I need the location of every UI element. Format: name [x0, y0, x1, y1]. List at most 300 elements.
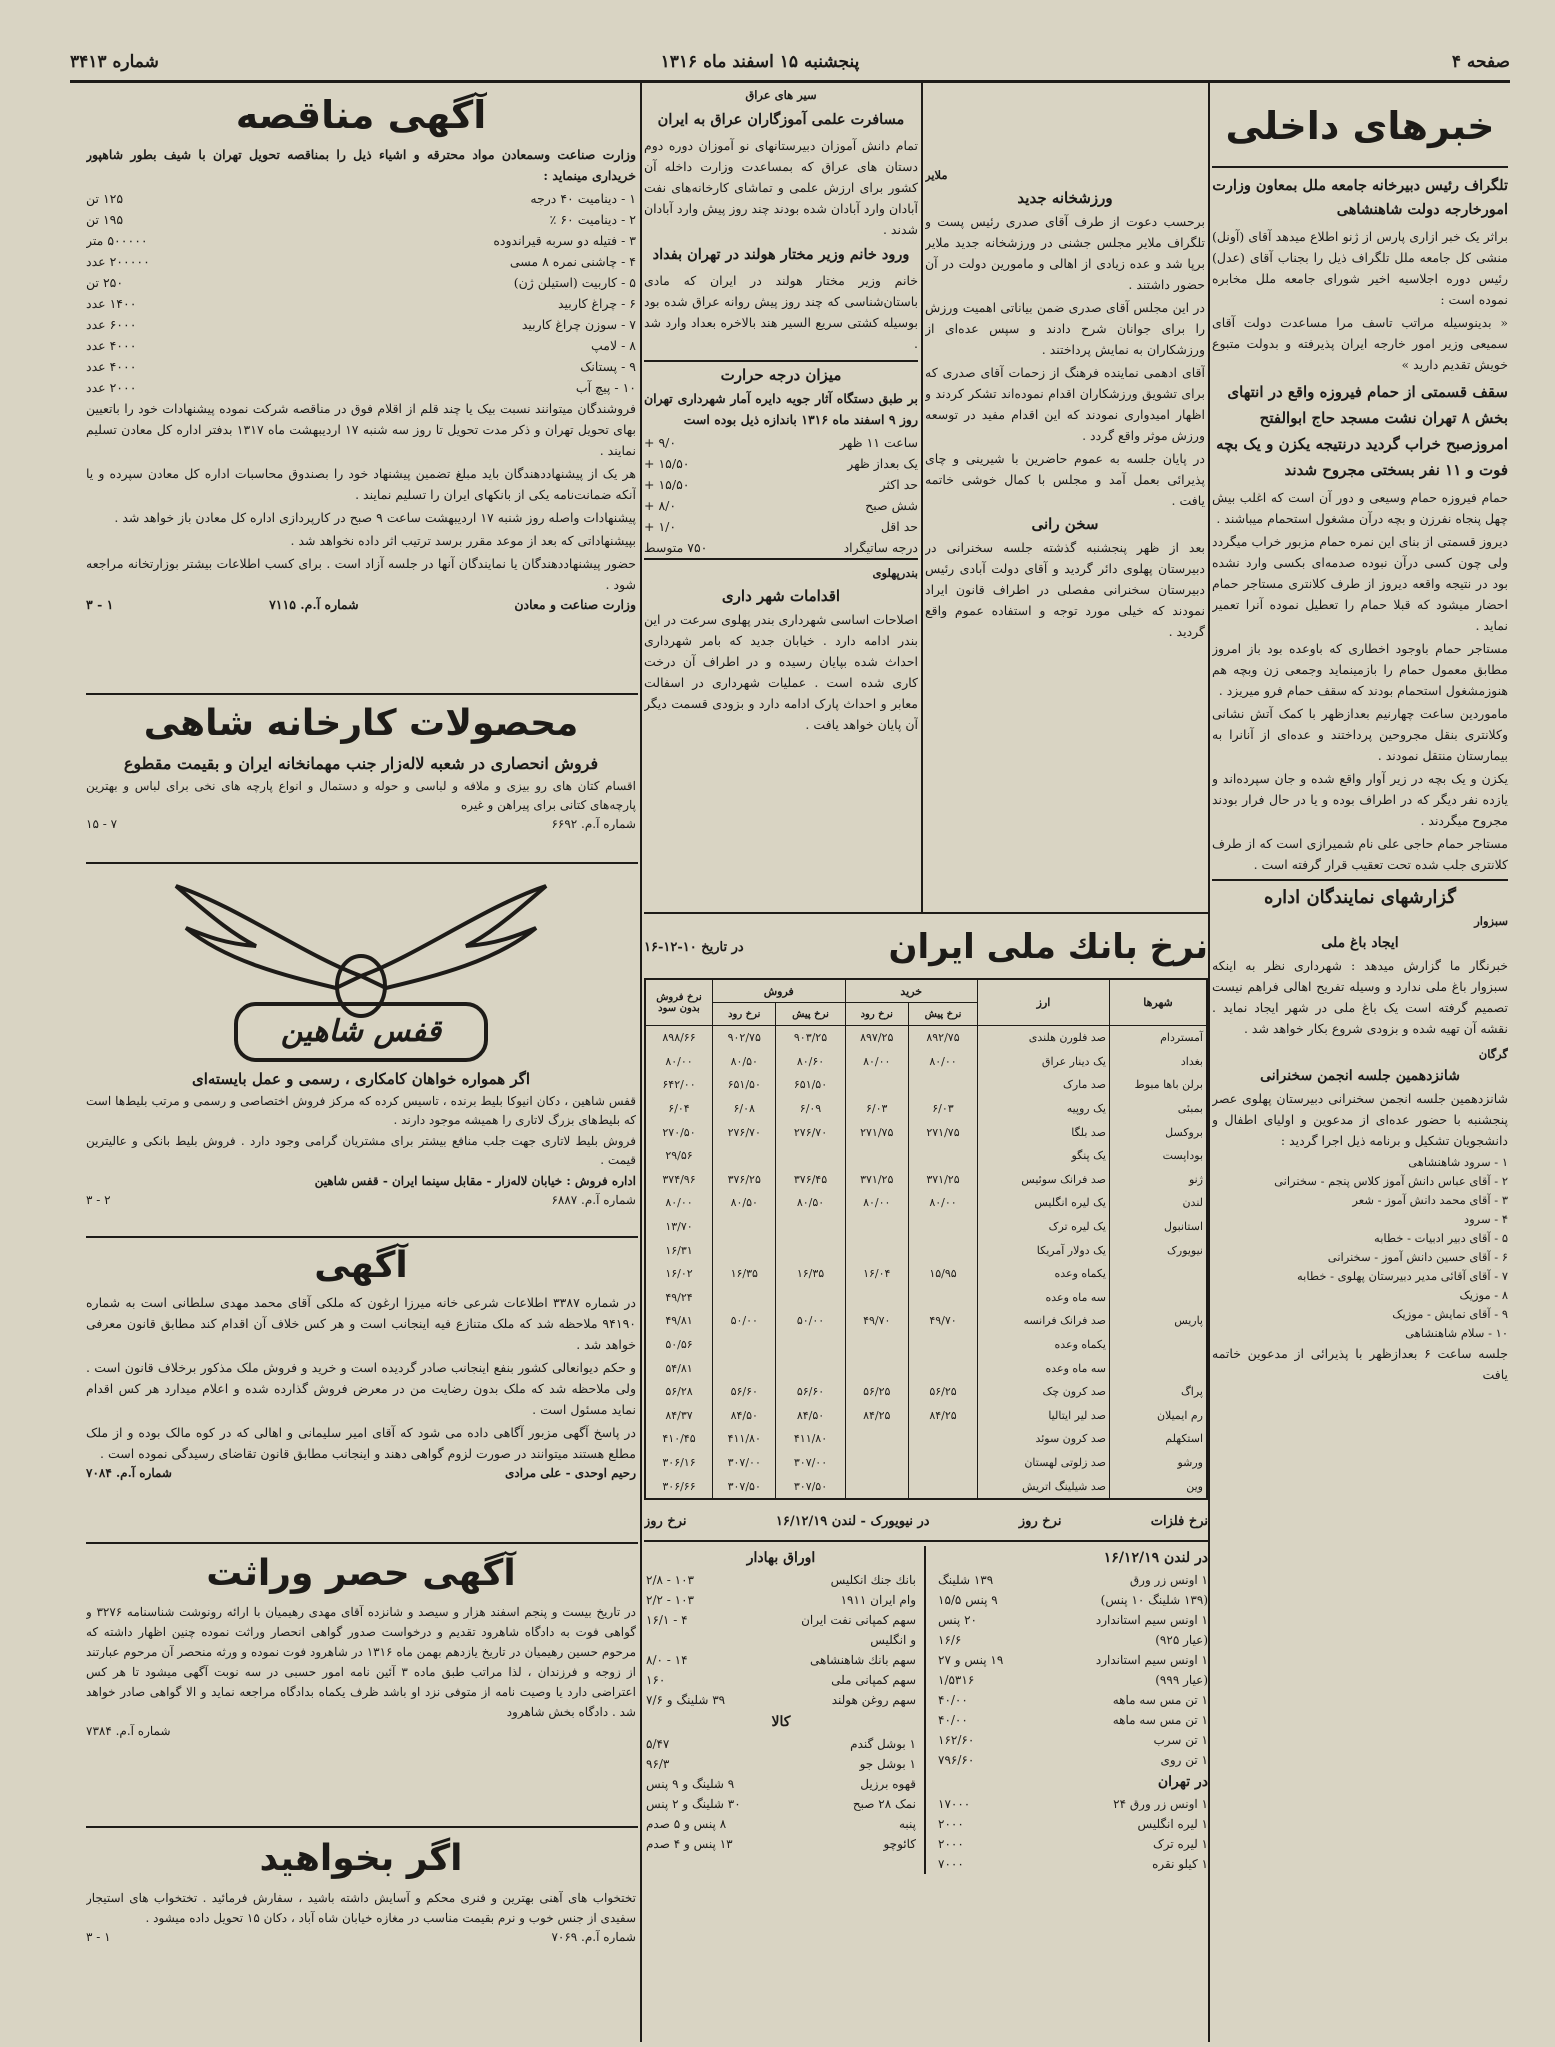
sell-check	[713, 1144, 776, 1168]
column-rule	[921, 82, 923, 912]
commodity-row-item: نمک ۲۸ صبح	[852, 1796, 916, 1811]
bank-rates-section	[644, 916, 1208, 2021]
free-rate: ۸۰/۰۰	[665, 1196, 693, 1210]
domestic-news-column	[1212, 86, 1508, 2041]
commodity-row	[646, 1734, 916, 1754]
program-item: ۱۰ - سلام شاهنشاهی	[1405, 1326, 1508, 1340]
buy-check: ۵۶/۲۵	[845, 1380, 908, 1404]
tehran-row-value: ۲۰۰۰	[938, 1836, 964, 1851]
buy-check	[845, 1073, 908, 1097]
london-row-value: ۱۹ پنس و ۲۷	[938, 1652, 1004, 1667]
london-row-value: ۷۹۶/۶۰	[938, 1752, 975, 1767]
temp-label: درجه ساتیگراد	[843, 540, 918, 555]
reports-subheading: ایجاد باغ ملی	[1321, 935, 1399, 951]
tender-item	[86, 335, 636, 356]
bed-ad-body: تختخواب های آهنی بهترین و فنری محکم و آسایش داشته باشید ، سفارش فرمائید . تختخواب های استیجار سفیدی از جنس خوب و نرم بقیمت مناسب در مغازه خیابان شاه آباد ، دکان ۱۵ تحویل داده میشود .	[86, 1891, 636, 1925]
sell-cash: ۵۰/۰۰	[776, 1309, 845, 1333]
london-row-item: ۱ تن مس سه ماهه	[1112, 1692, 1208, 1707]
tender-item-qty: ۴۰۰۰ عدد	[86, 359, 137, 374]
bed-ad	[86, 1830, 636, 2020]
tender-paragraph: فروشندگان میتوانند نسبت بیک یا چند قلم از اقلام فوق در مناقصه شرکت نموده پیشنهادات خود را باتعیین بهای تحویل تهران و ذکر مدت تحویل تا روز سه شنبه ۱۷ اردیبهشت ماه ۱۳۱۷ بدفتر اداره کل معادن تسلیم نمایند .	[86, 401, 636, 458]
eagle-left-wing	[176, 886, 361, 988]
london-row-value: ۱/۵۳۱۶	[938, 1672, 975, 1687]
sell-check: ۲۷۶/۷۰	[713, 1120, 776, 1144]
story-paragraph: « بدینوسیله مراتب تاسف مرا مساعدت دولت آقای سمیعی وزیر امور خارجه ایران پذیرفته و بدولت متبوع خویش تقدیم دارید »	[1212, 315, 1508, 372]
section-rule	[86, 1236, 638, 1238]
program-item: ۷ - آقای آقائی مدیر دبیرستان پهلوی - خطابه	[1297, 1269, 1508, 1283]
factory-ref-2: ۷ - ۱۵	[86, 817, 118, 831]
bed-ad-title: اگر بخواهید	[259, 1838, 463, 1879]
malayer-column	[925, 166, 1205, 911]
temp-label: شش صبح	[865, 498, 918, 513]
rates-table-grid	[646, 980, 1206, 1498]
commodity-row	[646, 1754, 916, 1774]
temp-label: یک بعداز ظهر	[847, 456, 918, 471]
temperature-row	[644, 495, 918, 516]
commodity-row-item: کائوچو	[883, 1836, 916, 1851]
sell-cash	[776, 1144, 845, 1168]
tehran-row-value: ۲۰۰۰	[938, 1816, 964, 1831]
lottery-body: فروش بلیط لاتاری جهت جلب منافع بیشتر برای مشتریان گرامی وجود دارد . فروش بلیط بانکی و عالیترین قیمت .	[86, 1134, 636, 1167]
buy-cash	[908, 1474, 977, 1498]
tehran-row-item: ۱ لیره ترک	[1153, 1836, 1208, 1851]
buy-check: ۳۷۱/۲۵	[845, 1168, 908, 1192]
story-paragraph: در این مجلس آقای صدری ضمن بیاناتی اهمیت ورزش را برای جوانان شرح دادند و سپس عده‌ای از ورزشکاران به نمایش پرداختند .	[925, 300, 1205, 357]
rate-currency: یکماه وعده	[978, 1262, 1110, 1286]
rate-currency: صد کرون سوئد	[978, 1427, 1110, 1451]
tender-item	[86, 377, 636, 398]
bond-row-value: ۱۰۳ - ۲/۸	[646, 1572, 694, 1587]
rate-city: استانبول	[1110, 1215, 1207, 1239]
tender-item-qty: ۶۰۰۰ عدد	[86, 317, 137, 332]
rate-city: لندن	[1110, 1191, 1207, 1215]
col-sell: فروش	[713, 980, 846, 1003]
section-rule	[86, 862, 638, 864]
domestic-news-title: خبرهای داخلی	[1212, 86, 1508, 168]
buy-cash: ۶/۰۳	[908, 1097, 977, 1121]
masthead	[70, 48, 1510, 78]
rate-city: رم ایمیلان	[1110, 1404, 1207, 1428]
sell-cash: ۸۴/۵۰	[776, 1404, 845, 1428]
buy-cash: ۸۰/۰۰	[908, 1191, 977, 1215]
sell-check	[713, 1356, 776, 1380]
buy-check: ۲۷۱/۷۵	[845, 1120, 908, 1144]
temp-value: ۱/۰ +	[644, 519, 677, 534]
bond-row	[646, 1570, 916, 1590]
iraq-column	[644, 86, 918, 911]
sport-heading: ورزشخانه جدید	[1017, 189, 1113, 207]
rate-row	[646, 1380, 1206, 1404]
rate-currency: صد مارک	[978, 1073, 1110, 1097]
story-paragraph: دیروز قسمتی از بنای این نمره حمام مزبور خراب میگردد ولی چون کسی درآن نبوده صدمه‌ای بکسی وارد نشده بود در نتیجه واقعه دیروز از طرف کلانتری مستاجر حمام احضار میشود که قبلا حمام را تعطیل نموده آنرا تعمیر نماید .	[1212, 534, 1508, 633]
rate-row	[646, 1144, 1206, 1168]
rate-currency: یک لیره انگلیس	[978, 1191, 1110, 1215]
col-check: نرخ رود	[713, 1003, 776, 1026]
bond-row-value: ۳۹ شلینگ و ۷/۶	[646, 1692, 726, 1707]
tender-item-qty: ۱۹۵ تن	[86, 212, 124, 227]
col-free: نرخ فروش بدون سود	[646, 980, 713, 1026]
tender-ref: شماره آ.م. ۷۱۱۵	[269, 597, 359, 612]
sell-check: ۸۰/۵۰	[713, 1191, 776, 1215]
bond-row-item: سهم کمپانی ملی	[831, 1672, 916, 1687]
notice-title: آگهی	[314, 1245, 408, 1286]
rate-currency: صد بلگا	[978, 1120, 1110, 1144]
rate-currency: صد لیر ایتالیا	[978, 1404, 1110, 1428]
tender-item-name: ۹ - پستانک	[580, 359, 636, 374]
tender-item	[86, 209, 636, 230]
london-row-item: ۱ اونس سیم استاندارد	[1095, 1652, 1208, 1667]
session-heading: شانزدهمین جلسه انجمن سخنرانی	[1260, 1068, 1460, 1084]
london-row-item: (عیار ۹۹۹)	[1155, 1672, 1208, 1687]
story-paragraph: برحسب دعوت از طرف آقای صدری رئیس پست و تلگراف ملایر مجلس جشنی در ورزشخانه جدید ملایر برپا شد و عده زیادی از اهالی و مامورین دولت در آن حضور داشتند .	[925, 214, 1205, 292]
bond-row-value: ۱۶۰	[646, 1672, 666, 1687]
program-item: ۶ - آقای حسین دانش آموز - سخنرانی	[1327, 1250, 1508, 1264]
commodity-row	[646, 1834, 916, 1854]
tender-item	[86, 230, 636, 251]
temperature-row	[644, 453, 918, 474]
free-rate: ۳۰۶/۶۶	[662, 1479, 696, 1493]
commodities-heading: کالا	[771, 1713, 791, 1730]
lottery-address: اداره فروش : خیابان لاله‌زار - مقابل سینما ایران - قفس شاهین	[314, 1174, 636, 1188]
col-buy: خرید	[845, 980, 977, 1003]
rate-currency: صد فرانک سوئیس	[978, 1168, 1110, 1192]
tender-item-qty: ۲۰۰۰۰۰ عدد	[86, 254, 150, 269]
rate-currency: یک روپیه	[978, 1097, 1110, 1121]
tender-item	[86, 356, 636, 377]
free-rate: ۳۷۴/۹۶	[662, 1172, 696, 1186]
commodity-row	[646, 1814, 916, 1834]
lottery-ref-2: ۲ - ۳	[86, 1193, 111, 1207]
london-row	[938, 1630, 1208, 1650]
bank-rates-title: نرخ بانك ملی ایران	[888, 927, 1208, 967]
lottery-headline: اگر همواره خواهان کامکاری ، رسمی و عمل بایسته‌ای	[191, 1070, 531, 1088]
bond-row-value: ۴ - ۱۶/۱	[646, 1612, 688, 1627]
section-rule	[86, 1826, 638, 1828]
buy-check: ۱۶/۰۴	[845, 1262, 908, 1286]
lottery-ref: شماره آ.م. ۶۸۸۷	[551, 1193, 636, 1207]
factory-line: فروش انحصاری در شعبه لاله‌زار جنب مهمانخانه ایران و بقیمت مقطوع	[123, 754, 599, 773]
col-cities: شهرها	[1110, 980, 1207, 1026]
rate-city: بمبئی	[1110, 1097, 1207, 1121]
temp-label: حد اقل	[880, 519, 918, 534]
column-rule	[640, 82, 642, 2042]
rate-currency: صد فرانک فرانسه	[978, 1309, 1110, 1333]
temp-label: ساعت ۱۱ ظهر	[839, 435, 918, 450]
municipality-heading: اقدامات شهر داری	[721, 587, 841, 605]
buy-check	[845, 1286, 908, 1310]
story-paragraph: آقای ادهمی نماینده فرهنگ از زحمات آقای صدری که برای تشویق ورزشکاران اقدام نموده‌اند تشکر کردند و اظهار امیدواری نمودند که این اقدام مفید در توسعه ورزش موثر واقع گردد .	[925, 365, 1205, 443]
rate-currency: سه ماه وعده	[978, 1356, 1110, 1380]
notice-ad	[86, 1240, 636, 1540]
story-paragraph: مستاجر حمام باوجود اخطاری که باوعده بود باز امروز مطابق معمول حمام را بازمینماید وجمعی زن وبچه هم هنوزمشغول استحمام بودند که سقف حمام فرو میریزد .	[1212, 641, 1508, 698]
sell-cash: ۲۷۶/۷۰	[776, 1120, 845, 1144]
commodity-row-value: ۱۳ پنس و ۴ صدم	[646, 1836, 733, 1851]
tender-item	[86, 251, 636, 272]
sell-cash: ۸۰/۵۰	[776, 1191, 845, 1215]
temperature-row	[644, 474, 918, 495]
rate-currency: یک دولار آمریکا	[978, 1238, 1110, 1262]
page-label: صفحه ۴	[1451, 52, 1510, 72]
rate-row	[646, 1215, 1206, 1239]
section-label: سیر های عراق	[745, 88, 817, 102]
london-row-item: ۱ اونس زر ورق	[1129, 1572, 1208, 1587]
temperature-intro: بر طبق دستگاه آثار جویه دایره آمار شهرداری تهران روز ۹ اسفند ماه ۱۳۱۶ باندازه ذیل بوده است	[644, 391, 918, 427]
buy-cash	[908, 1073, 977, 1097]
rate-row	[646, 1191, 1206, 1215]
story-headline: تلگراف رئیس دبیرخانه جامعه ملل بمعاون وزارت امورخارجه دولت شاهنشاهی	[1212, 177, 1508, 218]
rate-row	[646, 1050, 1206, 1074]
commodity-row	[646, 1774, 916, 1794]
london-row-value: ۱۳۹ شلینگ	[938, 1572, 994, 1587]
buy-cash: ۳۷۱/۲۵	[908, 1168, 977, 1192]
buy-check: ۸۴/۲۵	[845, 1404, 908, 1428]
buy-cash: ۸۴/۲۵	[908, 1404, 977, 1428]
bonds-heading: اوراق بهادار	[746, 1549, 816, 1566]
notice-signature: رحیم اوحدی - علی مرادی	[504, 1466, 636, 1480]
tehran-heading: در تهران	[1157, 1773, 1208, 1790]
tender-intro: وزارت صناعت وسمعادن مواد محترقه و اشیاء ذیل را بمناقصه تحویل تهران با شیف بطور شاهپور خریداری مینماید :	[86, 147, 636, 183]
tender-item-name: ۴ - چاشنی نمره ۸ مسی	[509, 254, 636, 269]
factory-title: محصولات کارخانه شاهی	[143, 703, 579, 744]
rate-currency: یکماه وعده	[978, 1333, 1110, 1357]
rate-row	[646, 1333, 1206, 1357]
reports-heading: گزارشهای نمایندگان اداره	[1212, 879, 1508, 908]
factory-ref: شماره آ.م. ۶۶۹۲	[551, 817, 636, 831]
rate-currency: صد فلورن هلندی	[978, 1026, 1110, 1050]
tehran-row	[938, 1794, 1208, 1814]
london-row-item: ۱ تن مس سه ماهه	[1112, 1712, 1208, 1727]
story-paragraph: حمام فیروزه حمام وسیعی و دور آن است که اغلب بیش چهل پنجاه نفرزن و بچه درآن مشغول استحمام میباشند .	[1212, 490, 1508, 526]
bed-ad-ref: شماره آ.م. ۷۰۶۹	[551, 1930, 636, 1944]
metals-label: نرخ فلزات	[1150, 1513, 1208, 1529]
tehran-row-item: ۱ لیره انگلیس	[1137, 1816, 1208, 1831]
commodity-row-item: پنبه	[898, 1816, 916, 1831]
story-paragraph: ماموردین ساعت چهارنیم بعدازظهر با کمک آتش نشانی وکلانتری بنقل مجروحین پرداختند و عده‌ای از آنانرا به بیمارستان منتقل نمودند .	[1212, 706, 1508, 763]
tender-paragraph: پیشنهادات واصله روز شنبه ۱۷ اردیبهشت ساعت ۹ صبح در کارپردازی اداره کل معادن باز خواهد شد .	[114, 510, 636, 525]
factory-ad	[86, 698, 636, 860]
buy-cash	[908, 1427, 977, 1451]
sell-cash	[776, 1333, 845, 1357]
sell-check: ۸۴/۵۰	[713, 1404, 776, 1428]
sell-check: ۶/۰۸	[713, 1097, 776, 1121]
tehran-row	[938, 1834, 1208, 1854]
sell-cash	[776, 1286, 845, 1310]
sell-cash: ۶/۰۹	[776, 1097, 845, 1121]
buy-check	[845, 1474, 908, 1498]
london-row	[938, 1710, 1208, 1730]
bond-row	[646, 1630, 916, 1650]
bank-rates-date: در تاریخ ۱۰-۱۲-۱۶	[644, 939, 744, 955]
tender-paragraph: هر یک از پیشنهاددهندگان باید مبلغ تضمین پیشنهاد خود را بصندوق محاسبات اداره کل معادن سپرده و یا آنکه ضمانت‌نامه یکی از بانکهای ایران را تسلیم نمایند .	[86, 466, 636, 502]
col-cash: نرخ پیش	[908, 1003, 977, 1026]
rate-currency: یک دینار عراق	[978, 1050, 1110, 1074]
tender-item	[86, 293, 636, 314]
temperature-row	[644, 516, 918, 537]
story-paragraph: خبرنگار ما گزارش میدهد : شهرداری نظر به اینکه سبزوار باغ ملی ندارد و وسیله تفریح اهالی فراهم نیست تصمیم گرفته است یک باغ ملی در شهر ایجاد نماید . نقشه آن تهیه شده و بزودی شروع بکار خواهد شد .	[1212, 958, 1508, 1036]
rate-city	[1110, 1286, 1207, 1310]
buy-cash	[908, 1238, 977, 1262]
bond-row-item: بانك جنك انكلیس	[830, 1572, 916, 1587]
rate-currency: صد شیلینگ اتریش	[978, 1474, 1110, 1498]
london-row	[938, 1650, 1208, 1670]
free-rate: ۳۰۶/۱۶	[662, 1455, 696, 1469]
buy-check	[845, 1427, 908, 1451]
bond-row-value: ۱۴ - ۸/۰	[646, 1652, 688, 1667]
tender-title: آگهی مناقصه	[235, 93, 487, 137]
tender-item	[86, 188, 636, 209]
lottery-ad	[86, 866, 636, 1234]
free-rate: ۲۷۰/۵۰	[662, 1125, 696, 1139]
rate-row	[646, 1097, 1206, 1121]
speech-heading: سخن رانی	[1031, 515, 1099, 533]
london-row-value: ۲۰ پنس	[938, 1612, 977, 1627]
col-check: نرخ رود	[845, 1003, 908, 1026]
notice-paragraph: در پاسخ آگهی مزبور آگاهی داده می شود که آقای امیر سلیمانی و اهالی که در کوه مالک بوده و از ملک مطلع هستند میتوانند در صورت لزوم گواهی دهند و اینجانب مطابق قانون تقاضای رسیدگی نموده است .	[86, 1425, 636, 1461]
sell-cash	[776, 1356, 845, 1380]
rate-label: نرخ روز	[1018, 1513, 1062, 1529]
rate-city: وین	[1110, 1474, 1207, 1498]
ambassador-heading: ورود خانم وزیر مختار هولند در تهران بفداد	[652, 246, 910, 263]
iraq-heading: مسافرت علمی آموزگاران عراق به ایران	[657, 111, 905, 128]
tehran-row-item: ۱ اونس زر ورق ۲۴	[1113, 1796, 1208, 1811]
issue-number: شماره ۳۴۱۳	[70, 52, 159, 72]
sell-check: ۵۰/۰۰	[713, 1309, 776, 1333]
ny-date: در نیویورک - لندن ۱۶/۱۲/۱۹	[775, 1513, 930, 1529]
tehran-row	[938, 1814, 1208, 1834]
col-currency: ارز	[978, 980, 1110, 1026]
rate-row	[646, 1286, 1206, 1310]
commodity-row-value: ۹۶/۳	[646, 1756, 670, 1771]
london-row-value: ۴۰/۰۰	[938, 1712, 968, 1727]
city-label: بندرپهلوی	[872, 566, 918, 580]
free-rate: ۶/۰۴	[668, 1102, 690, 1116]
sell-check: ۶۵۱/۵۰	[713, 1073, 776, 1097]
sell-cash: ۵۶/۶۰	[776, 1380, 845, 1404]
program-item: ۵ - آقای دبیر ادبیات - خطابه	[1374, 1231, 1508, 1245]
rate-city: بغداد	[1110, 1050, 1207, 1074]
buy-cash: ۲۷۱/۷۵	[908, 1120, 977, 1144]
rate-row	[646, 1309, 1206, 1333]
tender-item	[86, 314, 636, 335]
bond-row-item: سهم کمپانی نفت ایران	[801, 1612, 916, 1627]
london-row	[938, 1690, 1208, 1710]
rate-city: پراگ	[1110, 1380, 1207, 1404]
lottery-brand: قفس شاهین	[280, 1014, 442, 1049]
buy-cash	[908, 1215, 977, 1239]
rate-row	[646, 1026, 1206, 1050]
rate-city	[1110, 1333, 1207, 1357]
sell-check: ۳۰۷/۵۰	[713, 1474, 776, 1498]
rate-city: بروکسل	[1110, 1120, 1207, 1144]
london-row-item: ۱ اونس سیم استاندارد	[1095, 1612, 1208, 1627]
rate-city: استکهلم	[1110, 1427, 1207, 1451]
sell-cash: ۴۱۱/۸۰	[776, 1427, 845, 1451]
rate-row	[646, 1451, 1206, 1475]
free-rate: ۱۶/۳۱	[665, 1243, 693, 1257]
rate-city: ورشو	[1110, 1451, 1207, 1475]
temp-value: ۱۵/۵۰ +	[644, 477, 690, 492]
rate-currency: صد کرون چک	[978, 1380, 1110, 1404]
buy-cash: ۵۶/۲۵	[908, 1380, 977, 1404]
temperature-row	[644, 537, 918, 560]
buy-check	[845, 1238, 908, 1262]
buy-check: ۸۰/۰۰	[845, 1191, 908, 1215]
free-rate: ۴۹/۸۱	[665, 1314, 693, 1328]
buy-cash: ۸۰/۰۰	[908, 1050, 977, 1074]
tender-item-qty: ۲۵۰ تن	[86, 275, 124, 290]
masthead-rule	[70, 80, 1510, 83]
london-row-value: ۴۰/۰۰	[938, 1692, 968, 1707]
sell-cash: ۶۵۱/۵۰	[776, 1073, 845, 1097]
rate-row	[646, 1120, 1206, 1144]
temperature-row	[644, 432, 918, 453]
col-cash: نرخ پیش	[776, 1003, 845, 1026]
story-paragraph: جلسه ساعت ۶ بعدازظهر با پذیرائی از مدعوین خاتمه یافت	[1212, 1346, 1508, 1382]
free-rate: ۵۰/۵۶	[665, 1338, 693, 1352]
free-rate: ۴۹/۲۴	[665, 1290, 693, 1304]
tehran-row-value: ۷۰۰۰	[938, 1856, 964, 1871]
free-rate: ۱۳/۷۰	[665, 1220, 693, 1234]
sell-cash	[776, 1215, 845, 1239]
story-paragraph: اصلاحات اساسی شهرداری بندر پهلوی سرعت در این بندر ادامه دارد . خیابان جدید که بامر شهرداری احداث شده بپایان رسیده و در اطراف آن درخت کاری شده است . عملیات شهرداری در اسفالت معابر و احداث پارک ادامه دارد و بزودی قسمت دیگر آن پایان خواهد یافت .	[644, 612, 918, 732]
sell-cash: ۳۰۷/۵۰	[776, 1474, 845, 1498]
tender-item-name: ۳ - فتیله دو سربه قیراندوده	[493, 233, 636, 248]
story-paragraph: در پایان جلسه به عموم حاضرین با شیرینی و چای پذیرائی بعمل آمد و مجلس با کمال خوشی خاتمه یافت .	[925, 451, 1205, 508]
sell-cash: ۱۶/۳۵	[776, 1262, 845, 1286]
london-row	[938, 1590, 1208, 1610]
free-rate: ۵۴/۸۱	[665, 1361, 693, 1375]
tehran-row-value: ۱۷۰۰۰	[938, 1796, 971, 1811]
buy-check	[845, 1144, 908, 1168]
bond-row-item: سهم روغن هولند	[831, 1692, 916, 1707]
column-rule	[1208, 82, 1210, 2042]
rate-row	[646, 1238, 1206, 1262]
sell-check: ۴۱۱/۸۰	[713, 1427, 776, 1451]
notice-paragraph: در شماره ۳۳۸۷ اطلاعات شرعی خانه میرزا ارغون که ملکی آقای محمد مهدی سلطانی است به شماره ۹۴۱۹۰ ملاحظه شد که ملک متنازع فیه اینجانب است و هر کس خلاف آن اقدام کند مطابق قانون معرفی خواهد شد .	[86, 1295, 636, 1352]
tender-item-qty: ۵۰۰۰۰۰ متر	[86, 233, 148, 248]
city-label: ملایر	[925, 168, 948, 182]
bond-row	[646, 1650, 916, 1670]
rate-currency: یک لیره ترک	[978, 1215, 1110, 1239]
bond-row-item: سهم بانك شاهنشاهی	[809, 1652, 916, 1667]
story-headline: سقف قسمتی از حمام فیروزه واقع در انتهای بخش ۸ تهران نشت مسجد حاج ابوالفتح امروزصبح خراب گردید درنتیجه یکزن و یک بچه فوت و ۱۱ نفر بسختی مجروح شدند	[1216, 383, 1508, 479]
sell-check: ۱۶/۳۵	[713, 1262, 776, 1286]
buy-check	[845, 1215, 908, 1239]
sell-check: ۵۶/۶۰	[713, 1380, 776, 1404]
sell-check	[713, 1238, 776, 1262]
rate-city: پاریس	[1110, 1309, 1207, 1333]
rate-row	[646, 1427, 1206, 1451]
london-row-value: ۹ پنس ۱۵/۵	[938, 1592, 998, 1607]
rate-city	[1110, 1262, 1207, 1286]
sell-cash: ۸۰/۶۰	[776, 1050, 845, 1074]
tender-item-name: ۷ - سوزن چراغ کاربید	[521, 317, 636, 332]
buy-cash	[908, 1286, 977, 1310]
city-label: گرگان	[1478, 1047, 1508, 1061]
sell-check: ۸۰/۵۰	[713, 1050, 776, 1074]
tender-item-name: ۵ - کاربیت (استیلن ژن)	[513, 275, 636, 290]
commodity-row-value: ۳۰ شلینگ و ۲ پنس	[646, 1796, 741, 1811]
rate-row	[646, 1356, 1206, 1380]
bed-ad-ref-2: ۱ - ۳	[86, 1930, 111, 1944]
rate-city: نیویورک	[1110, 1238, 1207, 1262]
london-heading: در لندن ۱۶/۱۲/۱۹	[1103, 1549, 1208, 1566]
buy-check	[845, 1333, 908, 1357]
london-row	[938, 1670, 1208, 1690]
commodity-row	[646, 1794, 916, 1814]
free-rate: ۶۴۲/۰۰	[662, 1078, 696, 1092]
story-paragraph: خانم وزیر مختار هولند در ایران که مادی باستان‌شناسی که چند روز پیش روانه عراق شده بود بوسیله کشتی سریع السیر هند بالاخره بعداد وارد شد .	[644, 270, 918, 362]
